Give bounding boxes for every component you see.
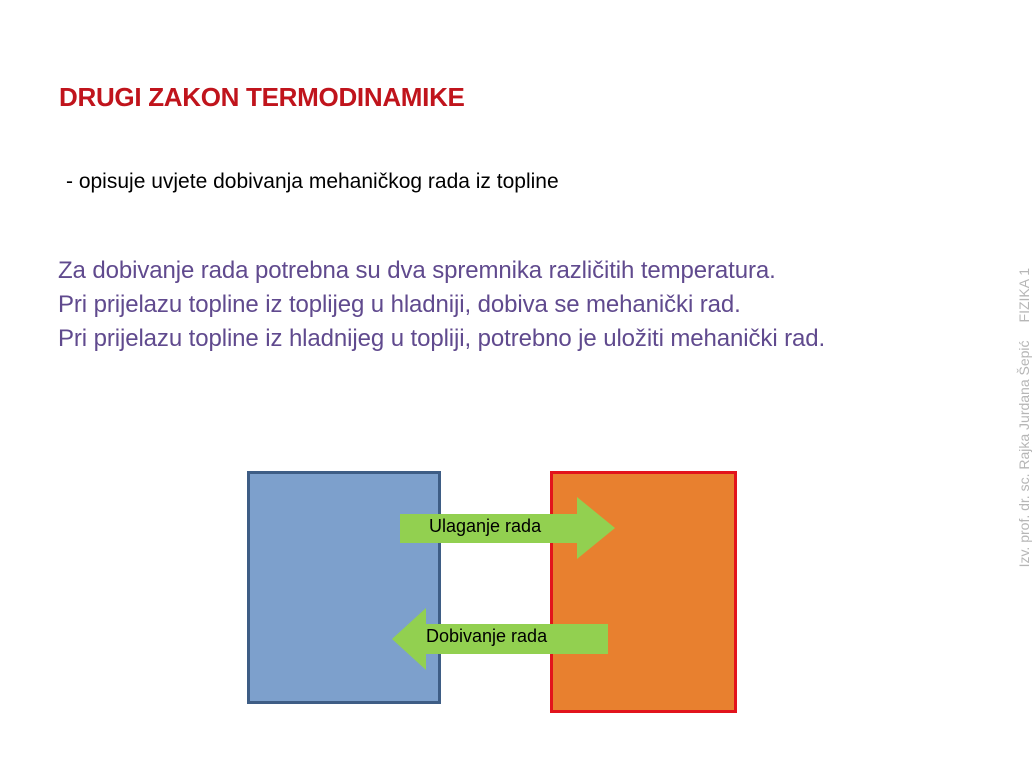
body-line-3: Pri prijelazu topline iz hladnijeg u topliji, potrebno je uložiti mehanički rad. [58,325,826,352]
work-output-arrow [392,608,608,670]
credit-author: Izv. prof. dr. sc. Rajka Jurdana Šepić [1016,340,1032,568]
work-output-label: Dobivanje rada [426,626,548,646]
body-line-1: Za dobivanje rada potrebna su dva spremnika različitih temperatura. [58,257,776,284]
body-line-2: Pri prijelazu topline iz toplijeg u hladniji, dobiva se mehanički rad. [58,291,741,318]
work-input-label: Ulaganje rada [429,516,542,536]
slide-title: DRUGI ZAKON TERMODINAMIKE [59,82,465,112]
credit-course: FIZIKA 1 [1016,268,1032,323]
work-input-arrow [399,497,615,559]
side-credit [1016,268,1032,567]
slide-subtitle: - opisuje uvjete dobivanja mehaničkog rada iz topline [66,170,559,193]
body-text [58,254,825,356]
